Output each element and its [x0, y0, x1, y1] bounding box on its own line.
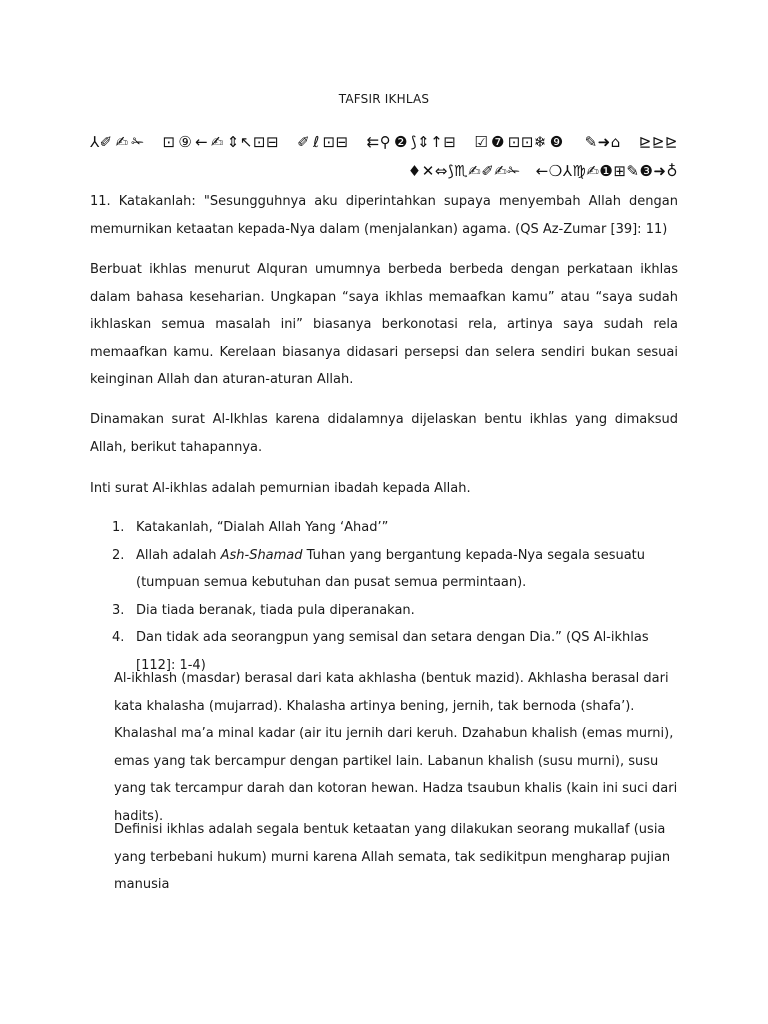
document-title: TAFSIR IKHLAS — [338, 92, 430, 106]
definition-paragraph: Definisi ikhlas adalah segala bentuk ketaatan yang dilakukan seorang mukallaf (usia yang terbebani hukum) murni karena Allah semata, tak sedikitpun mengharap pujian manusia — [114, 822, 671, 892]
list-item — [90, 514, 678, 542]
list-item — [90, 597, 678, 625]
document-page — [90, 0, 678, 1024]
arabic-verse-symbols: ⅄✐✍✁ ⊡⑨←✍⇕↖⊡⊟ ✐ℓ⊡⊟ ⇇⚲❷⟆⇕↑⊟ ☑❼⊡⊡❄❾ ✎➜⌂ ⊵⊵⊵ ♦✕⇔⟆♏✍✐✍✁ ←❍⅄♍✍❶⊞✎❸➜♁ — [90, 133, 678, 180]
list-number: 3. — [112, 602, 125, 618]
list-text: Dia tiada beranak, tiada pula diperanakan. — [136, 602, 415, 618]
verse-list — [90, 514, 678, 679]
list-number: 2. — [112, 547, 125, 563]
naming-paragraph: Dinamakan surat Al-Ikhlas karena didalamnya dijelaskan bentu ikhlas yang dimaksud Allah, berikut tahapannya. — [90, 412, 678, 455]
list-number: 1. — [112, 520, 125, 535]
etymology-paragraph: Al-ikhlash (masdar) berasal dari kata akhlasha (bentuk mazid). Akhlasha berasal dari kata khalasha (mujarrad). Khalasha artinya bening, jernih, tak bernoda (shafa’). Khalashal ma’a minal kadar (air itu jernih dari keruh. Dzahabun khalish (emas murni), emas yang tak bercampur dengan partikel lain. Labanun khalish (susu murni), susu yang tak tercampur darah dan kotoran hewan. Hadza tsaubun khalis (kain ini suci dari hadits). — [114, 671, 678, 824]
list-item — [90, 542, 678, 597]
list-text: Dan tidak ada seorangpun yang semisal dan setara dengan Dia.” (QS Al-ikhlas [112]: 1-4) — [136, 630, 649, 673]
list-number: 4. — [112, 630, 125, 645]
list-text-italic: Ash-Shamad — [220, 547, 303, 563]
verse-paragraph: 11. Katakanlah: "Sesungguhnya aku diperintahkan supaya menyembah Allah dengan memurnikan ketaatan kepada-Nya dalam (menjalankan) agama. (QS Az-Zumar [39]: 11) — [90, 194, 678, 237]
essence-paragraph: Inti surat Al-ikhlas adalah pemurnian ibadah kepada Allah. — [90, 481, 471, 496]
list-text-prefix: Allah adalah — [136, 547, 221, 563]
list-text: Tuhan yang bergantung kepada-Nya segala sesuatu (tumpuan semua kebutuhan dan pusat semua permintaan). — [136, 547, 646, 590]
list-text: Katakanlah, “Dialah Allah Yang ‘Ahad’” — [136, 520, 389, 535]
ikhlas-meaning-paragraph: Berbuat ikhlas menurut Alquran umumnya berbeda berbeda dengan perkataan ikhlas dalam bahasa keseharian. Ungkapan “saya ikhlas memaafkan kamu” atau “saya sudah ikhlaskan semua masalah ini” biasanya berkonotasi rela, artinya saya sudah rela memaafkan kamu. Kerelaan biasanya didasari persepsi dan selera sendiri bukan sesuai keinginan Allah dan aturan-aturan Allah. — [90, 262, 678, 387]
